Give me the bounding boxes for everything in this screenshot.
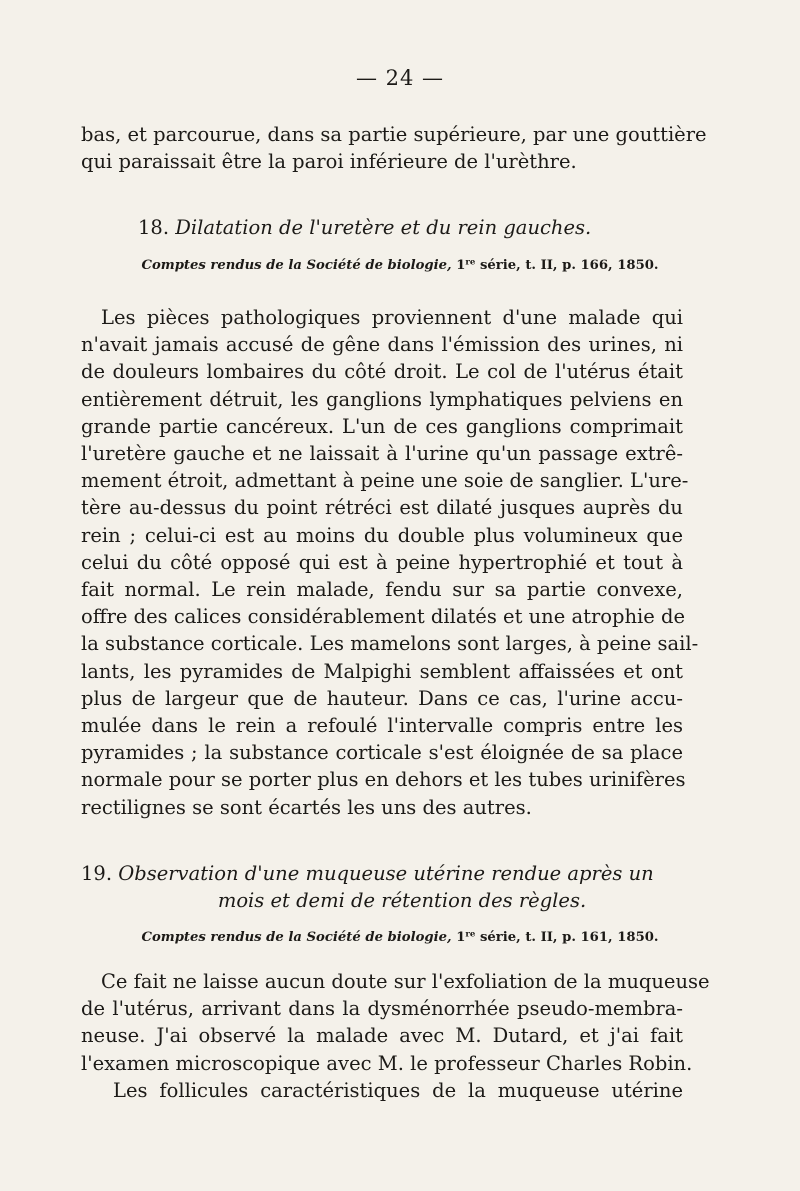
text-line: Ce fait ne laisse aucun doute sur l'exfoliation de la muqueuse — [101, 970, 710, 993]
text-line: de douleurs lombaires du côté droit. Le col de l'utérus était — [81, 360, 683, 384]
text-line: tère au-dessus du point rétréci est dilaté jusques auprès du — [81, 496, 683, 520]
citation-series-superscript: re — [465, 257, 476, 268]
citation-details: série, t. II, p. 161, 1850. — [479, 930, 659, 945]
text-line: lants, les pyramides de Malpighi semblent affaissées et ont — [81, 659, 683, 683]
page-number: — 24 — — [355, 66, 445, 90]
section-19-body — [81, 968, 710, 1104]
section-19-citation — [0, 930, 800, 945]
section-19-heading — [81, 860, 683, 914]
citation-series-number: 1 — [456, 930, 466, 945]
text-line: l'examen microscopique avec M. le professeur Charles Robin. — [81, 1051, 693, 1075]
text-line: la substance corticale. Les mamelons sont larges, à peine sail- — [81, 632, 699, 656]
section-18-number: 18. — [138, 216, 170, 239]
text-line: celui du côté opposé qui est à peine hypertrophié et tout à — [81, 550, 683, 574]
text-line: fait normal. Le rein malade, fendu sur sa partie convexe, — [81, 578, 683, 602]
text-line: Les follicules caractéristiques de la muqueuse utérine — [113, 1078, 683, 1102]
text-line: neuse. J'ai observé la malade avec M. Dutard, et j'ai fait — [81, 1024, 683, 1048]
text-line: rein ; celui-ci est au moins du double plus volumineux que — [81, 523, 683, 547]
section-19-number: 19. — [81, 862, 113, 885]
text-line: offre des calices considérablement dilatés et une atrophie de — [81, 605, 686, 629]
text-line: entièrement détruit, les ganglions lymphatiques pelviens en — [81, 387, 683, 411]
text-line: plus de largeur que de hauteur. Dans ce cas, l'urine accu- — [81, 686, 683, 710]
text-line: l'uretère gauche et ne laissait à l'urine qu'un passage extrê- — [81, 442, 683, 466]
section-18-heading — [138, 214, 740, 241]
text-line: qui paraissait être la paroi inférieure de l'urèthre. — [81, 150, 577, 174]
section-19-title-line-1: Observation d'une muqueuse utérine rendue après un — [118, 862, 654, 885]
citation-series-superscript: re — [465, 929, 476, 940]
citation-details: série, t. II, p. 166, 1850. — [479, 258, 659, 273]
section-18-citation — [0, 258, 800, 273]
text-line: Les pièces pathologiques proviennent d'une malade qui — [101, 306, 683, 329]
citation-series-number: 1 — [456, 258, 466, 273]
section-18-body — [81, 304, 699, 821]
text-line: mulée dans le rein a refoulé l'intervalle compris entre les — [81, 714, 683, 738]
text-line: normale pour se porter plus en dehors et les tubes urinifères — [81, 768, 686, 792]
text-line: bas, et parcourue, dans sa partie supérieure, par une gouttière — [81, 123, 707, 146]
text-line: rectilignes se sont écartés les uns des autres. — [81, 795, 532, 819]
section-18-title: Dilatation de l'uretère et du rein gauches. — [175, 216, 592, 239]
citation-source: Comptes rendus de la Société de biologie, — [141, 258, 452, 273]
text-line: pyramides ; la substance corticale s'est éloignée de sa place — [81, 741, 683, 765]
text-line: mement étroit, admettant à peine une soie de sanglier. L'ure- — [81, 469, 689, 493]
citation-source: Comptes rendus de la Société de biologie, — [141, 930, 452, 945]
text-line: de l'utérus, arrivant dans la dysménorrhée pseudo-membra- — [81, 997, 683, 1021]
intro-paragraph — [81, 121, 707, 175]
text-line: n'avait jamais accusé de gêne dans l'émission des urines, ni — [81, 333, 683, 357]
section-19-title-line-2: mois et demi de rétention des règles. — [217, 889, 587, 912]
text-line: grande partie cancéreux. L'un de ces ganglions comprimait — [81, 414, 683, 438]
